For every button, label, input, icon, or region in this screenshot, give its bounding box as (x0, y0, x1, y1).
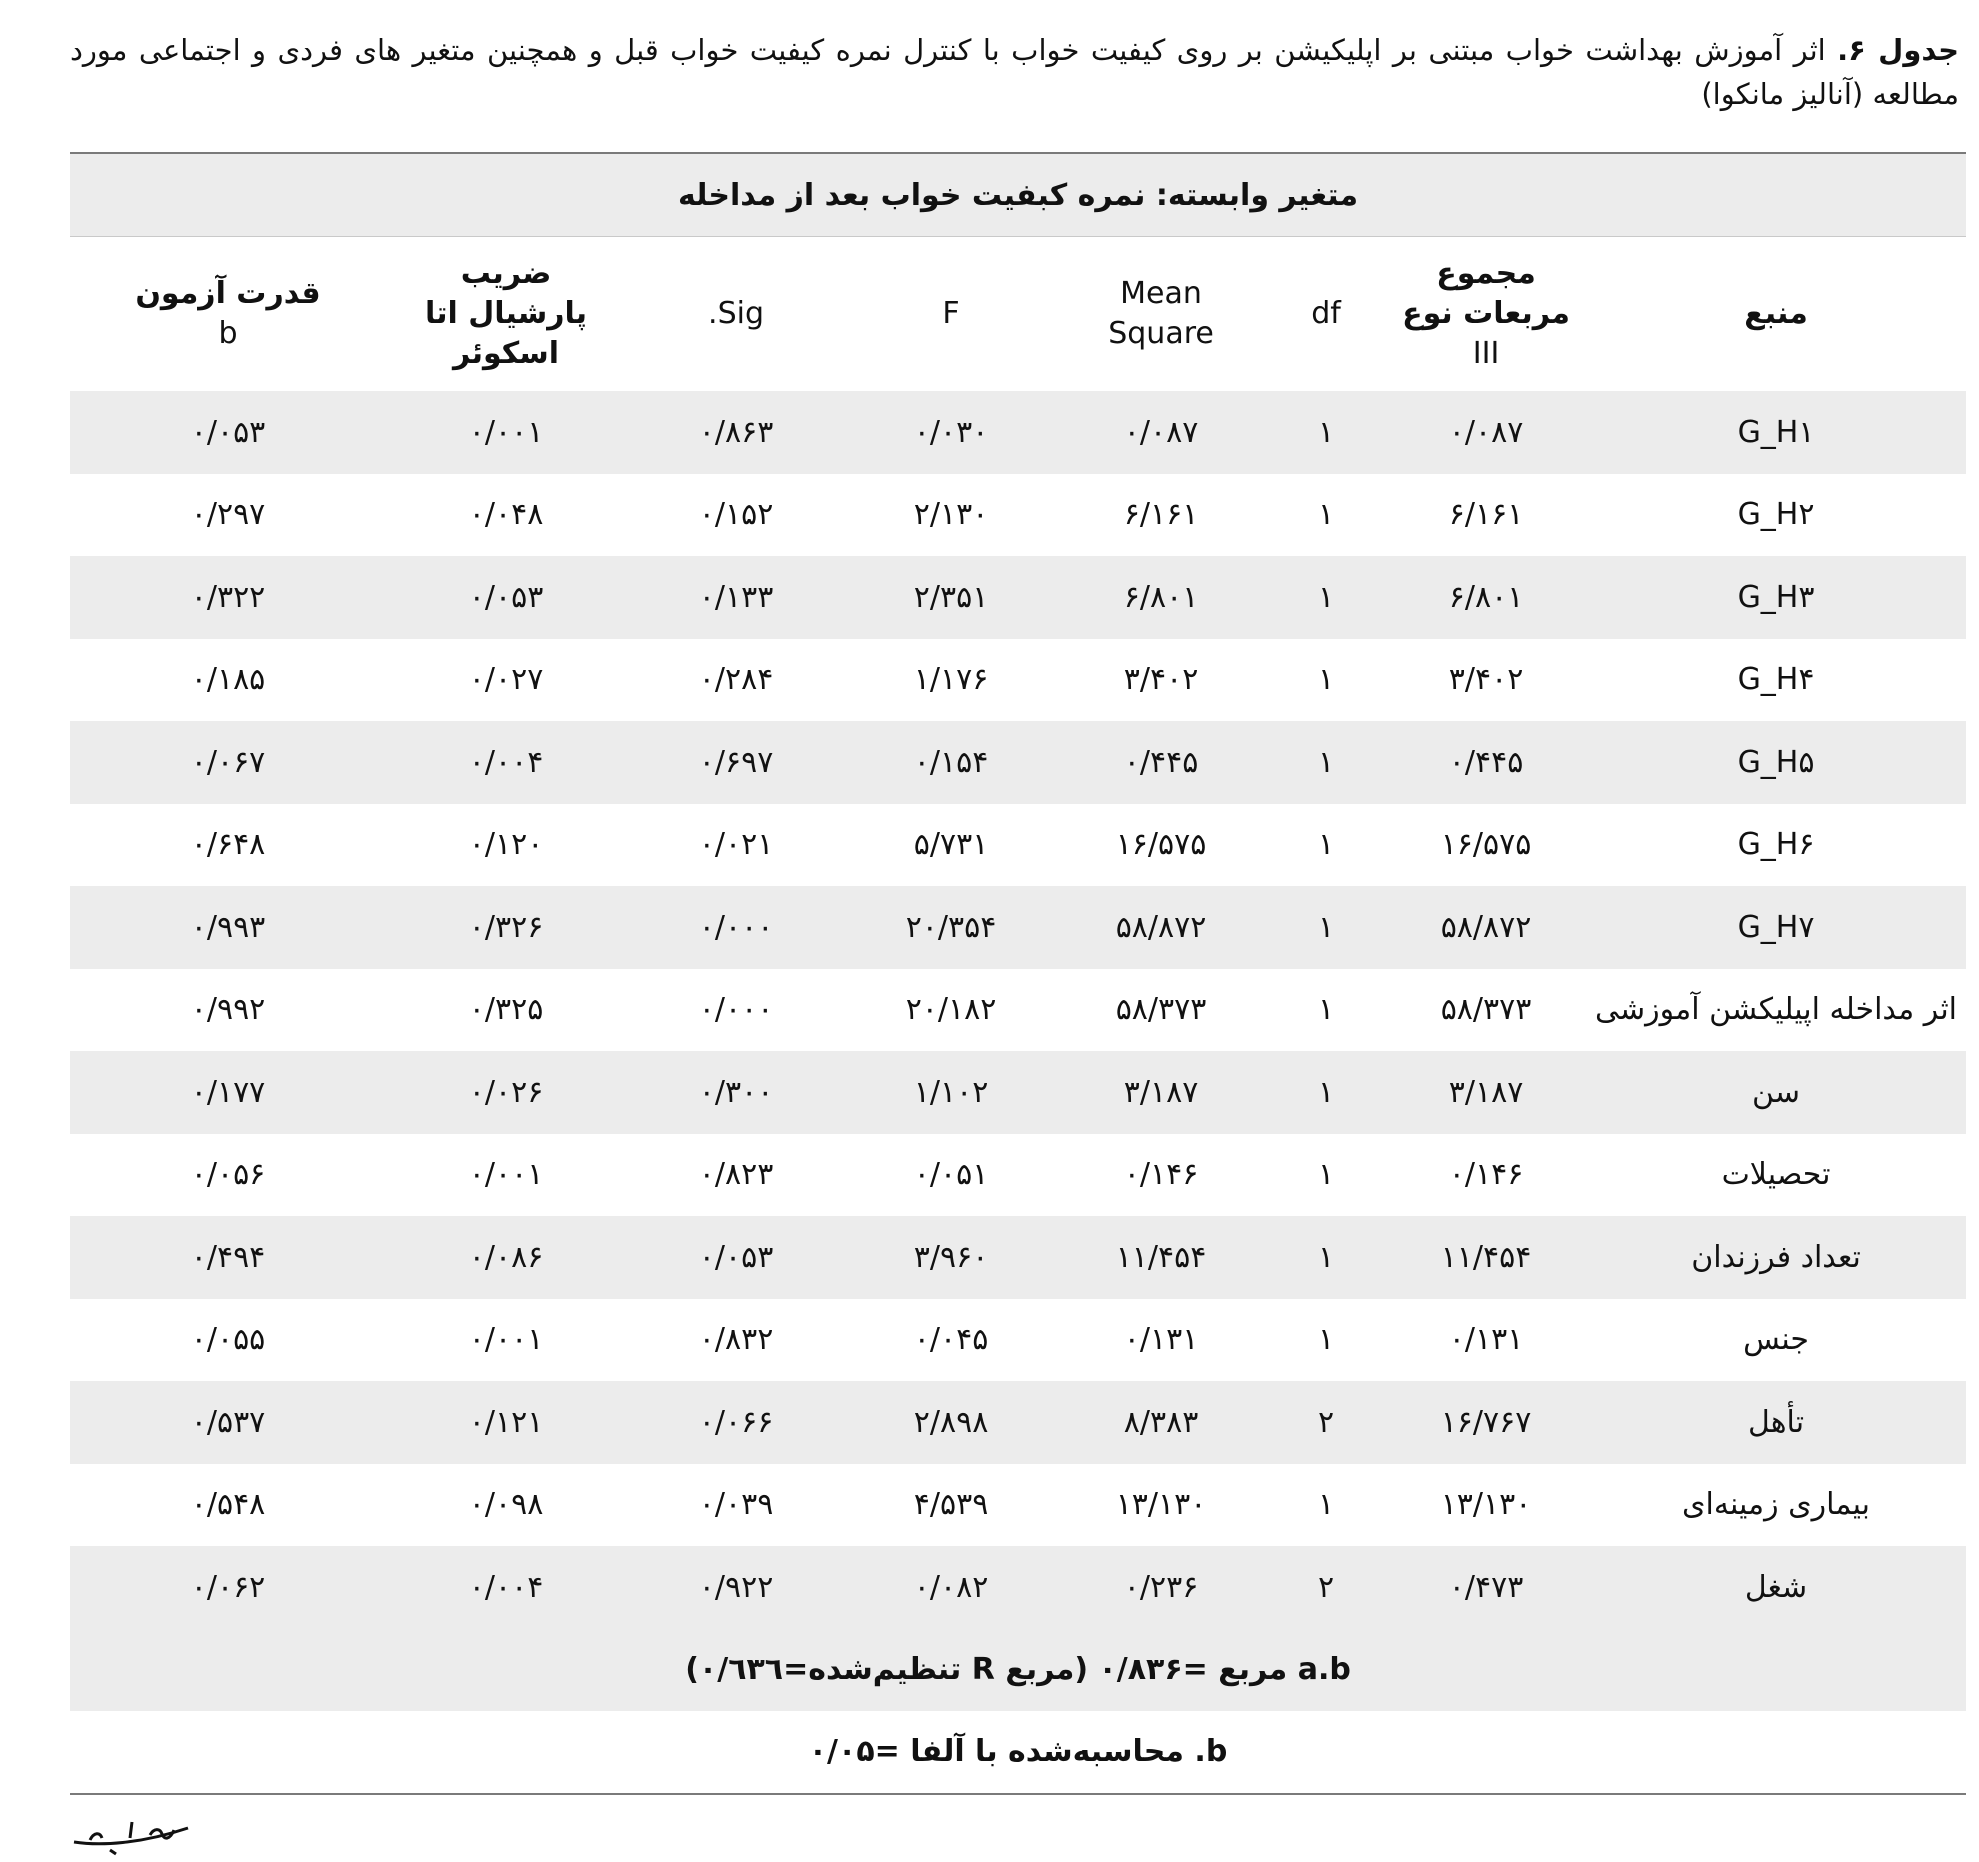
cell-sum-of-squares: ۵۸/۸۷۲ (1386, 886, 1586, 969)
cell-observed-power: ۰/۲۹۷ (70, 474, 386, 557)
cell-observed-power: ۰/۰۶۷ (70, 721, 386, 804)
cell-mean-square: ۰/۱۴۶ (1056, 1134, 1266, 1217)
cell-partial-eta-squared: ۰/۰۴۸ (386, 474, 626, 557)
cell-source: شغل (1586, 1546, 1966, 1629)
cell-f: ۳/۹۶۰ (846, 1216, 1056, 1299)
cell-f: ۲۰/۳۵۴ (846, 886, 1056, 969)
cell-f: ۲/۱۳۰ (846, 474, 1056, 557)
cell-observed-power: ۰/۶۴۸ (70, 804, 386, 887)
cell-observed-power: ۰/۳۲۲ (70, 556, 386, 639)
cell-source: G_H۴ (1586, 639, 1966, 722)
cell-f: ۱/۱۰۲ (846, 1051, 1056, 1134)
cell-source: تعداد فرزندان (1586, 1216, 1966, 1299)
cell-partial-eta-squared: ۰/۰۸۶ (386, 1216, 626, 1299)
cell-source: تأهل (1586, 1381, 1966, 1464)
cell-df: ۱ (1266, 556, 1386, 639)
cell-mean-square: ۰/۰۸۷ (1056, 391, 1266, 474)
cell-sum-of-squares: ۶/۸۰۱ (1386, 556, 1586, 639)
cell-sig: ۰/۰۰۰ (626, 969, 846, 1052)
cell-f: ۲/۳۵۱ (846, 556, 1056, 639)
cell-sum-of-squares: ۰/۰۸۷ (1386, 391, 1586, 474)
cell-partial-eta-squared: ۰/۰۰۴ (386, 721, 626, 804)
table-row (70, 721, 1966, 804)
cell-sum-of-squares: ۱۶/۷۶۷ (1386, 1381, 1586, 1464)
header-df: df (1266, 237, 1386, 392)
cell-f: ۱/۱۷۶ (846, 639, 1056, 722)
cell-source: جنس (1586, 1299, 1966, 1382)
caption-label: جدول ۶. (1837, 33, 1959, 67)
cell-sig: ۰/۱۳۳ (626, 556, 846, 639)
cell-observed-power: ۰/۱۷۷ (70, 1051, 386, 1134)
table-row (70, 1381, 1966, 1464)
cell-partial-eta-squared: ۰/۰۰۱ (386, 1299, 626, 1382)
footnote-a: a.b مربع =۰/۸۳۶ (مربع R تنظیم‌شده=۰/٦٣٦) (70, 1629, 1966, 1711)
table-row (70, 639, 1966, 722)
cell-df: ۱ (1266, 721, 1386, 804)
table-caption (70, 28, 1959, 116)
header-partial-eta-squared: ضریب پارشیال اتا اسکوئر (386, 237, 626, 392)
cell-sum-of-squares: ۳/۴۰۲ (1386, 639, 1586, 722)
cell-source: G_H۲ (1586, 474, 1966, 557)
table-row (70, 1299, 1966, 1382)
cell-f: ۰/۰۴۵ (846, 1299, 1056, 1382)
cell-source: G_H۱ (1586, 391, 1966, 474)
cell-observed-power: ۰/۴۹۴ (70, 1216, 386, 1299)
cell-observed-power: ۰/۹۹۲ (70, 969, 386, 1052)
cell-sig: ۰/۰۰۰ (626, 886, 846, 969)
cell-df: ۱ (1266, 969, 1386, 1052)
cell-sig: ۰/۸۶۳ (626, 391, 846, 474)
header-sum-of-squares: مجموع مربعات نوع III (1386, 237, 1586, 392)
table-row (70, 886, 1966, 969)
table-row (70, 969, 1966, 1052)
cell-sum-of-squares: ۳/۱۸۷ (1386, 1051, 1586, 1134)
dependent-variable-label: متغیر وابسته: نمره کبفیت خواب بعد از مداخله (70, 153, 1966, 237)
cell-partial-eta-squared: ۰/۰۲۷ (386, 639, 626, 722)
cell-mean-square: ۱۳/۱۳۰ (1056, 1464, 1266, 1547)
dependent-variable-row (70, 153, 1966, 237)
cell-sig: ۰/۲۸۴ (626, 639, 846, 722)
cell-sig: ۰/۱۵۲ (626, 474, 846, 557)
cell-source: بیماری زمینه‌ای (1586, 1464, 1966, 1547)
caption-text: اثر آموزش بهداشت خواب مبتنی بر اپلیکیشن بر روی کیفیت خواب با کنترل نمره کیفیت خواب قبل و همچنین متغیر های فردی و اجتماعی مورد مطالعه (آنالیز مانکوا) (70, 33, 1959, 111)
header-sig: Sig. (626, 237, 846, 392)
cell-sig: ۰/۰۳۹ (626, 1464, 846, 1547)
cell-sig: ۰/۹۲۲ (626, 1546, 846, 1629)
cell-f: ۲/۸۹۸ (846, 1381, 1056, 1464)
table-row (70, 391, 1966, 474)
cell-df: ۱ (1266, 391, 1386, 474)
cell-df: ۲ (1266, 1381, 1386, 1464)
cell-df: ۱ (1266, 804, 1386, 887)
cell-partial-eta-squared: ۰/۱۲۱ (386, 1381, 626, 1464)
cell-mean-square: ۰/۱۳۱ (1056, 1299, 1266, 1382)
header-f: F (846, 237, 1056, 392)
cell-partial-eta-squared: ۰/۱۲۰ (386, 804, 626, 887)
cell-partial-eta-squared: ۰/۰۲۶ (386, 1051, 626, 1134)
cell-observed-power: ۰/۱۸۵ (70, 639, 386, 722)
cell-mean-square: ۸/۳۸۳ (1056, 1381, 1266, 1464)
table-row (70, 1134, 1966, 1217)
cell-df: ۲ (1266, 1546, 1386, 1629)
cell-mean-square: ۰/۲۳۶ (1056, 1546, 1266, 1629)
cell-source: تحصیلات (1586, 1134, 1966, 1217)
cell-mean-square: ۱۶/۵۷۵ (1056, 804, 1266, 887)
table-row (70, 474, 1966, 557)
cell-f: ۰/۱۵۴ (846, 721, 1056, 804)
cell-observed-power: ۰/۰۶۲ (70, 1546, 386, 1629)
header-row (70, 237, 1966, 392)
cell-mean-square: ۳/۴۰۲ (1056, 639, 1266, 722)
cell-partial-eta-squared: ۰/۰۰۴ (386, 1546, 626, 1629)
cell-observed-power: ۰/۰۵۶ (70, 1134, 386, 1217)
cell-df: ۱ (1266, 1134, 1386, 1217)
cell-source: G_H۵ (1586, 721, 1966, 804)
cell-partial-eta-squared: ۰/۰۹۸ (386, 1464, 626, 1547)
anova-table (70, 152, 1966, 1795)
cell-sum-of-squares: ۵۸/۳۷۳ (1386, 969, 1586, 1052)
salmand-journal-logo-icon (70, 1808, 200, 1856)
table-row (70, 804, 1966, 887)
cell-sum-of-squares: ۰/۴۴۵ (1386, 721, 1586, 804)
cell-observed-power: ۰/۰۵۳ (70, 391, 386, 474)
cell-sig: ۰/۰۵۳ (626, 1216, 846, 1299)
cell-df: ۱ (1266, 1299, 1386, 1382)
cell-observed-power: ۰/۵۳۷ (70, 1381, 386, 1464)
cell-partial-eta-squared: ۰/۳۲۶ (386, 886, 626, 969)
cell-mean-square: ۱۱/۴۵۴ (1056, 1216, 1266, 1299)
cell-source: اثر مداخله اپیلیکشن آموزشی (1586, 969, 1966, 1052)
cell-partial-eta-squared: ۰/۰۰۱ (386, 1134, 626, 1217)
footnote-b-row (70, 1711, 1966, 1794)
cell-df: ۱ (1266, 639, 1386, 722)
table-row (70, 556, 1966, 639)
cell-sum-of-squares: ۱۱/۴۵۴ (1386, 1216, 1586, 1299)
header-mean-square: Mean Square (1056, 237, 1266, 392)
cell-source: G_H۷ (1586, 886, 1966, 969)
cell-sig: ۰/۳۰۰ (626, 1051, 846, 1134)
footnote-a-row (70, 1629, 1966, 1711)
cell-sum-of-squares: ۱۶/۵۷۵ (1386, 804, 1586, 887)
cell-sig: ۰/۰۲۱ (626, 804, 846, 887)
cell-partial-eta-squared: ۰/۳۲۵ (386, 969, 626, 1052)
cell-observed-power: ۰/۹۹۳ (70, 886, 386, 969)
cell-sum-of-squares: ۰/۴۷۳ (1386, 1546, 1586, 1629)
cell-observed-power: ۰/۰۵۵ (70, 1299, 386, 1382)
table-row (70, 1464, 1966, 1547)
cell-f: ۴/۵۳۹ (846, 1464, 1056, 1547)
cell-mean-square: ۳/۱۸۷ (1056, 1051, 1266, 1134)
cell-df: ۱ (1266, 1051, 1386, 1134)
cell-f: ۲۰/۱۸۲ (846, 969, 1056, 1052)
cell-partial-eta-squared: ۰/۰۰۱ (386, 391, 626, 474)
cell-source: G_H۳ (1586, 556, 1966, 639)
cell-mean-square: ۵۸/۸۷۲ (1056, 886, 1266, 969)
header-source: منبع (1586, 237, 1966, 392)
footnote-b: b. محاسبه‌شده با آلفا =۰/۰۵ (70, 1711, 1966, 1794)
cell-source: سن (1586, 1051, 1966, 1134)
cell-df: ۱ (1266, 474, 1386, 557)
cell-sig: ۰/۸۳۲ (626, 1299, 846, 1382)
cell-sum-of-squares: ۰/۱۴۶ (1386, 1134, 1586, 1217)
cell-sum-of-squares: ۶/۱۶۱ (1386, 474, 1586, 557)
cell-f: ۵/۷۳۱ (846, 804, 1056, 887)
cell-observed-power: ۰/۵۴۸ (70, 1464, 386, 1547)
cell-mean-square: ۰/۴۴۵ (1056, 721, 1266, 804)
cell-f: ۰/۰۸۲ (846, 1546, 1056, 1629)
cell-f: ۰/۰۳۰ (846, 391, 1056, 474)
cell-partial-eta-squared: ۰/۰۵۳ (386, 556, 626, 639)
cell-sum-of-squares: ۰/۱۳۱ (1386, 1299, 1586, 1382)
cell-sig: ۰/۰۶۶ (626, 1381, 846, 1464)
cell-sig: ۰/۸۲۳ (626, 1134, 846, 1217)
cell-f: ۰/۰۵۱ (846, 1134, 1056, 1217)
cell-mean-square: ۶/۱۶۱ (1056, 474, 1266, 557)
cell-df: ۱ (1266, 886, 1386, 969)
header-observed-power: قدرت آزمون b (70, 237, 386, 392)
table-row (70, 1216, 1966, 1299)
table-row (70, 1546, 1966, 1629)
table-row (70, 1051, 1966, 1134)
cell-mean-square: ۶/۸۰۱ (1056, 556, 1266, 639)
cell-df: ۱ (1266, 1464, 1386, 1547)
cell-source: G_H۶ (1586, 804, 1966, 887)
cell-df: ۱ (1266, 1216, 1386, 1299)
cell-mean-square: ۵۸/۳۷۳ (1056, 969, 1266, 1052)
cell-sum-of-squares: ۱۳/۱۳۰ (1386, 1464, 1586, 1547)
cell-sig: ۰/۶۹۷ (626, 721, 846, 804)
